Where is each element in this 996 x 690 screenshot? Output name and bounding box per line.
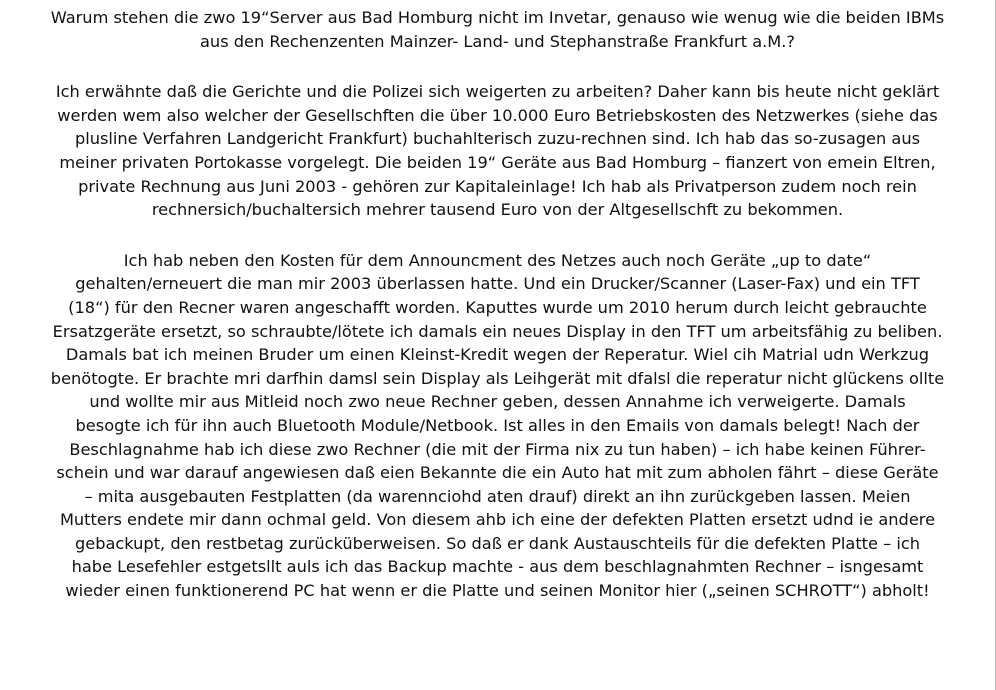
text-line: – mita ausgebauten Festplatten (da warennciohd aten drauf) direkt an ihn zurückgeben lassen. Meien: [84, 486, 911, 506]
text-line: Damals bat ich meinen Bruder um einen Kleinst-Kredit wegen der Reperatur. Wiel cih Matrial udn Werkzug: [65, 345, 930, 365]
text-line: (18“) für den Recner waren angeschafft worden. Kaputtes wurde um 2010 herum durch leicht gebrauchte: [68, 297, 927, 317]
text-line: Ich erwähnte daß die Gerichte und die Polizei sich weigerten zu arbeiten? Daher kann bis heute nicht geklärt: [55, 82, 940, 102]
text-line: Ich hab neben den Kosten für dem Announcment des Netzes auch noch Geräte „up to date“: [123, 250, 872, 270]
text-line: gebackupt, den restbetag zurücküberweisen. So daß er dank Austauschteils für die defekten Platte – ich: [74, 533, 921, 553]
text-line: rechnersich/buchaltersich mehrer tausend Euro von der Altgesellschft zu bekommen.: [151, 200, 844, 220]
text-line: Warum stehen die zwo 19“Server aus Bad Homburg nicht im Invetar, genauso wie wenug wie die beiden IBMs: [50, 8, 945, 27]
text-line: Beschlagnahme hab ich diese zwo Rechner (die mit der Firma nix zu tun haben) – ich habe keinen Führer-: [69, 439, 926, 459]
text-line: meiner privaten Portokasse vorgelegt. Die beiden 19“ Geräte aus Bad Homburg – fianzert von emein Eltren,: [59, 152, 936, 172]
text-line: und wollte mir aus Mitleid noch zwo neue Rechner geben, dessen Annahme ich verweigerte. Damals: [89, 392, 906, 412]
paragraph-gap: [4, 222, 991, 249]
paragraph-question: [4, 6, 991, 53]
text-line: Mutters endete mir dann ochmal geld. Von diesem ahb ich eine der defekten Platten ersetzt udnd ie andere: [59, 510, 936, 530]
text-line: habe Lesefehler estgetsllt auls ich das Backup machte - aus dem beschlagnahmten Rechner – isngesamt: [71, 557, 924, 577]
text-line: aus den Rechenzenten Mainzer- Land- und Stephanstraße Frankfurt a.M.?: [200, 31, 795, 51]
text-line: benötogte. Er brachte mri darfhin damsl sein Display als Leihgerät mit dfalsl die reperatur nicht glückens ollte: [50, 368, 945, 388]
text-line: plusline Verfahren Landgericht Frankfurt) buchahlterisch zuzu-rechnen sind. Ich hab das so-zusagen aus: [74, 129, 921, 149]
text-line: gehalten/erneuert die man mir 2003 überlassen hatte. Und ein Drucker/Scanner (Laser-Fax) und ein TFT: [75, 274, 920, 294]
text-line: private Rechnung aus Juni 2003 - gehören zur Kapitaleinlage! Ich hab als Privatperson zudem noch rein: [78, 176, 917, 196]
text-line: schein und war darauf angewiesen daß eien Bekannte die ein Auto hat mit zum abholen fährt – diese Geräte: [56, 463, 939, 483]
text-line: Ersatzgeräte ersetzt, so schraubte/lötete ich damals ein neues Display in den TFT um arbeitsfähig zu beliben.: [52, 321, 943, 341]
paragraph-devices: [4, 249, 991, 603]
text-line: besogte ich für ihn auch Bluetooth Module/Netbook. Ist alles in den Emails von damals belegt! Nach der: [75, 415, 920, 435]
paragraph-costs: [4, 80, 991, 222]
text-line: werden wem also welcher der Gesellschften die über 10.000 Euro Betriebskosten des Netzwerkes (siehe das: [57, 105, 938, 125]
text-line: wieder einen funktionerend PC hat wenn er die Platte und seinen Monitor hier („seinen SCHROTT“) abholt!: [65, 581, 930, 601]
paragraph-gap: [4, 53, 991, 80]
